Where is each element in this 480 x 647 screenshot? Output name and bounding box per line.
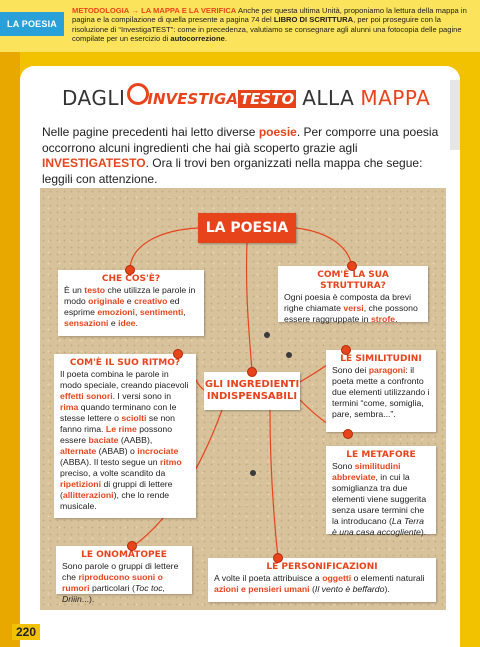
pin-icon (174, 350, 182, 358)
pin-icon (126, 266, 134, 274)
page-heading: DAGLI INVESTIGA TESTO ALLA MAPPA (62, 86, 430, 110)
section-tag: LA POESIA (0, 12, 64, 36)
pin-icon (348, 262, 356, 270)
dot-mark (250, 470, 256, 476)
methodology-note: METODOLOGIA → LA MAPPA E LA VERIFICA Anche per questa ultima Unità, proponiamo la lettura della mappa in pagina e la compilazione di quella presente a pagina 74 del LIBRO DI SCRITTURA, per poi proseguire con la risoluzione di “InvestigaTEST”: come in precedenza, valutiamo se consegnare agli alunni una fotocopia delle pagine compilate per un esercizio di autocorrezione. (72, 6, 467, 44)
pin-icon (128, 542, 136, 550)
pin-icon (344, 430, 352, 438)
pin-icon (248, 368, 256, 376)
card-metafore: LE METAFORE Sono similitudini abbreviate, in cui la somiglianza tra due elementi viene suggerita senza usare termini che la introducano (La Terra è una casa accogliente). (326, 446, 436, 534)
dot-mark (264, 332, 270, 338)
card-ritmo: COM'È IL SUO RITMO? Il poeta combina le parole in modo speciale, creando piacevoli effetti sonori. I versi sono in rima quando terminano con le stesse lettere o sciolti se non fanno rima. Le rime possono essere baciate (AABB), alternate (ABAB) o incrociate (ABBA). Il testo segue un ritmo preciso, a volte scandito da ripetizioni di gruppi di lettere (allitterazioni), che lo rende musicale. (54, 354, 196, 518)
card-personificazioni: LE PERSONIFICAZIONI A volte il poeta attribuisce a oggetti o elementi naturali azioni e pensieri umani (Il vento è beffardo). (208, 558, 436, 602)
card-onomatopee: LE ONOMATOPEE Sono parole o gruppi di lettere che riproducono suoni o rumori particolari (Toc toc, Driiin...). (56, 546, 192, 594)
dot-mark (286, 352, 292, 358)
card-similitudini: LE SIMILITUDINI Sono dei paragoni: il poeta mette a confronto due elementi utilizzando i termini “come, somiglia, pare, sembra...”. (326, 350, 436, 432)
card-struttura: COM'È LA SUA STRUTTURA? Ogni poesia è composta da brevi righe chiamate versi, che possono essere raggruppate in strofe. (278, 266, 428, 322)
pin-icon (342, 346, 350, 354)
page-number: 220 (12, 624, 40, 640)
intro-paragraph: Nelle pagine precedenti hai letto diverse poesie. Per comporre una poesia occorrono alcuni ingredienti che hai già scoperto grazie agli INVESTIGATESTO. Ora li trovi ben organizzati nella mappa che segue: leggili con attenzione. (42, 125, 439, 186)
map-main-title: LA POESIA (198, 213, 296, 243)
card-che-cose: CHE COS'È? È un testo che utilizza le parole in modo originale e creativo ed esprime emozioni, sentimenti, sensazioni e idee. (58, 270, 204, 336)
pin-icon (274, 554, 282, 562)
map-center-title: GLI INGREDIENTI INDISPENSABILI (204, 372, 300, 410)
